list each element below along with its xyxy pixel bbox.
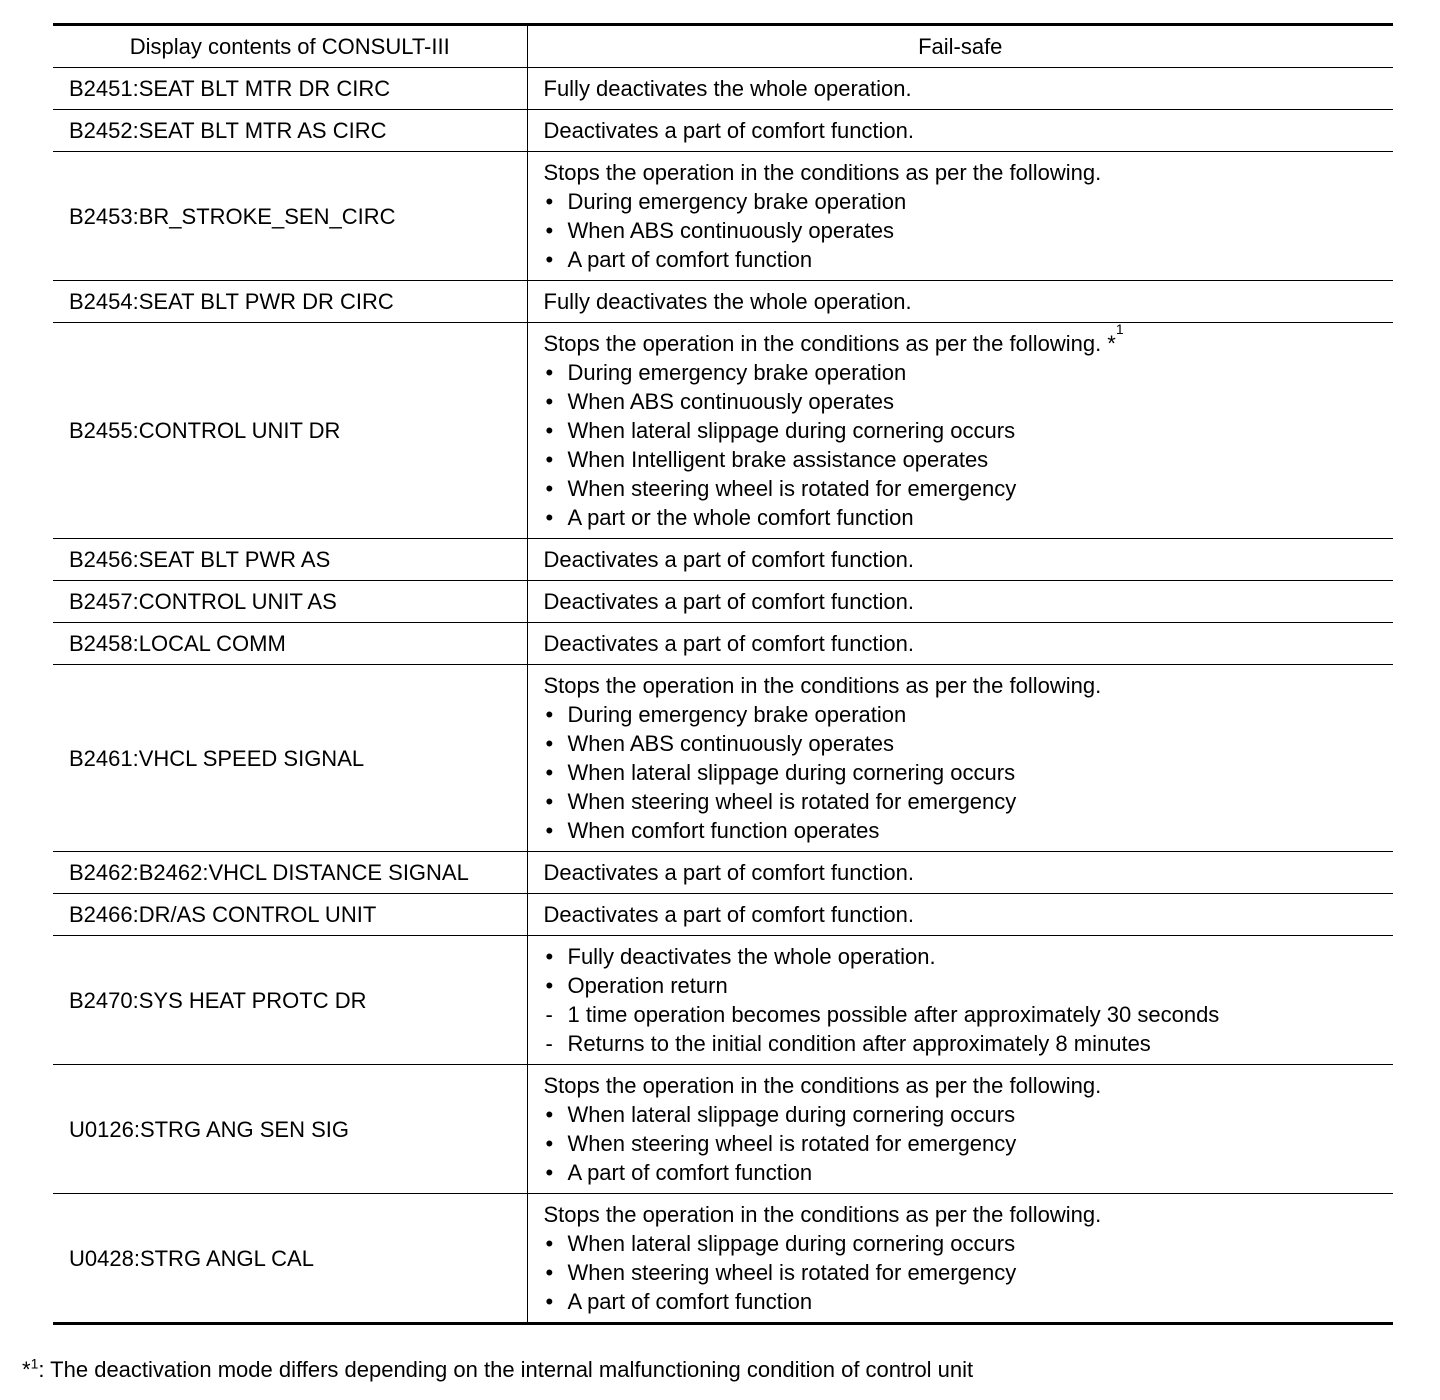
line-text: When steering wheel is rotated for emergency <box>567 476 1017 501</box>
footnote <box>22 1356 973 1384</box>
failsafe-text-line <box>544 545 1382 574</box>
failsafe-text-line <box>544 287 1382 316</box>
bullet-item <box>544 1100 1382 1129</box>
line-text: When lateral slippage during cornering occurs <box>567 418 1016 443</box>
bullet-item <box>544 816 1382 845</box>
failsafe-cell <box>527 665 1393 852</box>
bullet-marker: • <box>545 447 554 472</box>
bullet-item <box>544 1258 1382 1287</box>
failsafe-cell <box>527 323 1393 539</box>
line-text: Deactivates a part of comfort function. <box>543 860 915 885</box>
dtc-code-cell: B2457:CONTROL UNIT AS <box>53 581 527 623</box>
bullet-marker: • <box>545 702 554 727</box>
failsafe-text-line <box>544 74 1382 103</box>
failsafe-text-line <box>544 158 1382 187</box>
dtc-code-cell: B2453:BR_STROKE_SEN_CIRC <box>53 152 527 281</box>
bullet-marker: • <box>545 944 554 969</box>
failsafe-cell <box>527 152 1393 281</box>
table-row <box>53 539 1393 581</box>
line-text: When ABS continuously operates <box>567 731 895 756</box>
line-text: When steering wheel is rotated for emergency <box>567 1260 1017 1285</box>
line-text: A part of comfort function <box>567 1160 813 1185</box>
line-text: 1 time operation becomes possible after approximately 30 seconds <box>567 1002 1220 1027</box>
bullet-item <box>544 729 1382 758</box>
bullet-marker: • <box>545 818 554 843</box>
failsafe-text-line <box>544 1071 1382 1100</box>
dtc-code-cell: B2461:VHCL SPEED SIGNAL <box>53 665 527 852</box>
bullet-marker: • <box>545 1260 554 1285</box>
failsafe-text-line <box>544 629 1382 658</box>
line-text: During emergency brake operation <box>567 189 907 214</box>
bullet-marker: • <box>545 189 554 214</box>
line-text: Stops the operation in the conditions as per the following. <box>543 1202 1102 1227</box>
dash-marker: - <box>545 1031 553 1056</box>
bullet-marker: • <box>545 760 554 785</box>
bullet-item <box>544 1029 1382 1058</box>
table-body <box>53 68 1393 1324</box>
line-text: Returns to the initial condition after approximately 8 minutes <box>567 1031 1151 1056</box>
table-row <box>53 581 1393 623</box>
failsafe-cell <box>527 581 1393 623</box>
line-text: Fully deactivates the whole operation. <box>543 76 912 101</box>
bullet-marker: • <box>545 476 554 501</box>
failsafe-text-line <box>544 858 1382 887</box>
bullet-item <box>544 474 1382 503</box>
table-row <box>53 1065 1393 1194</box>
line-text: When comfort function operates <box>567 818 880 843</box>
line-text: A part of comfort function <box>567 247 813 272</box>
header-display-contents: Display contents of CONSULT-III <box>53 25 527 68</box>
failsafe-cell <box>527 936 1393 1065</box>
failsafe-text-line <box>544 587 1382 616</box>
line-text: When steering wheel is rotated for emergency <box>567 789 1017 814</box>
line-text: When lateral slippage during cornering occurs <box>567 1102 1016 1127</box>
dtc-code-cell: B2455:CONTROL UNIT DR <box>53 323 527 539</box>
dtc-code-cell: B2454:SEAT BLT PWR DR CIRC <box>53 281 527 323</box>
bullet-item <box>544 942 1382 971</box>
line-text: During emergency brake operation <box>567 360 907 385</box>
failsafe-cell <box>527 110 1393 152</box>
line-text: A part of comfort function <box>567 1289 813 1314</box>
bullet-item <box>544 1287 1382 1316</box>
failsafe-cell <box>527 894 1393 936</box>
line-text: Operation return <box>567 973 728 998</box>
dtc-code-cell: U0126:STRG ANG SEN SIG <box>53 1065 527 1194</box>
failsafe-text-line <box>544 900 1382 929</box>
bullet-marker: • <box>545 1131 554 1156</box>
bullet-item <box>544 187 1382 216</box>
line-text: When lateral slippage during cornering occurs <box>567 760 1016 785</box>
bullet-marker: • <box>545 1289 554 1314</box>
bullet-item <box>544 358 1382 387</box>
bullet-marker: • <box>545 360 554 385</box>
table-row <box>53 1194 1393 1324</box>
bullet-item <box>544 503 1382 532</box>
table-row <box>53 665 1393 852</box>
header-fail-safe: Fail-safe <box>527 25 1393 68</box>
line-text: Stops the operation in the conditions as per the following. <box>543 160 1102 185</box>
line-text: Deactivates a part of comfort function. <box>543 118 915 143</box>
table-row <box>53 936 1393 1065</box>
footnote-mark: * <box>22 1357 31 1382</box>
line-text: Deactivates a part of comfort function. <box>543 589 915 614</box>
line-text: When Intelligent brake assistance operates <box>567 447 989 472</box>
failsafe-cell <box>527 1194 1393 1324</box>
failsafe-table <box>53 23 1393 1325</box>
failsafe-text-line <box>544 1200 1382 1229</box>
bullet-item <box>544 1158 1382 1187</box>
line-text: A part or the whole comfort function <box>567 505 914 530</box>
bullet-marker: • <box>545 505 554 530</box>
failsafe-cell <box>527 68 1393 110</box>
bullet-marker: • <box>545 1102 554 1127</box>
bullet-marker: • <box>545 1231 554 1256</box>
failsafe-cell <box>527 281 1393 323</box>
footnote-text: : The deactivation mode differs depending on the internal malfunctioning condition of control unit <box>38 1357 974 1382</box>
line-text: When steering wheel is rotated for emergency <box>567 1131 1017 1156</box>
table-row <box>53 623 1393 665</box>
footnote-sup: 1 <box>30 1355 39 1372</box>
line-text: Deactivates a part of comfort function. <box>543 631 915 656</box>
failsafe-cell <box>527 539 1393 581</box>
bullet-item <box>544 700 1382 729</box>
bullet-marker: • <box>545 973 554 998</box>
line-text: Deactivates a part of comfort function. <box>543 902 915 927</box>
bullet-marker: • <box>545 389 554 414</box>
table-row <box>53 152 1393 281</box>
failsafe-cell <box>527 1065 1393 1194</box>
table-row <box>53 281 1393 323</box>
table-row <box>53 68 1393 110</box>
table-row <box>53 323 1393 539</box>
line-text: Stops the operation in the conditions as per the following. * <box>543 331 1116 356</box>
line-text: Deactivates a part of comfort function. <box>543 547 915 572</box>
dtc-code-cell: B2451:SEAT BLT MTR DR CIRC <box>53 68 527 110</box>
line-text: Fully deactivates the whole operation. <box>543 289 912 314</box>
line-text: Stops the operation in the conditions as per the following. <box>543 673 1102 698</box>
bullet-item <box>544 216 1382 245</box>
dtc-code-cell: B2458:LOCAL COMM <box>53 623 527 665</box>
dtc-code-cell: B2452:SEAT BLT MTR AS CIRC <box>53 110 527 152</box>
failsafe-cell <box>527 852 1393 894</box>
dtc-code-cell: B2462:B2462:VHCL DISTANCE SIGNAL <box>53 852 527 894</box>
bullet-marker: • <box>545 418 554 443</box>
bullet-item <box>544 1129 1382 1158</box>
bullet-marker: • <box>545 1160 554 1185</box>
bullet-marker: • <box>545 247 554 272</box>
bullet-item <box>544 1229 1382 1258</box>
dtc-code-cell: B2466:DR/AS CONTROL UNIT <box>53 894 527 936</box>
failsafe-text-line <box>543 321 1382 358</box>
table-row <box>53 852 1393 894</box>
dash-marker: - <box>545 1002 553 1027</box>
failsafe-cell <box>527 623 1393 665</box>
bullet-item <box>544 971 1382 1000</box>
footnote-reference: 1 <box>1115 321 1124 337</box>
bullet-item <box>544 787 1382 816</box>
table-row <box>53 110 1393 152</box>
bullet-item <box>544 445 1382 474</box>
bullet-marker: • <box>545 218 554 243</box>
bullet-item <box>544 1000 1382 1029</box>
line-text: During emergency brake operation <box>567 702 907 727</box>
dtc-code-cell: B2456:SEAT BLT PWR AS <box>53 539 527 581</box>
bullet-item <box>544 387 1382 416</box>
line-text: Stops the operation in the conditions as per the following. <box>543 1073 1102 1098</box>
line-text: When ABS continuously operates <box>567 389 895 414</box>
failsafe-text-line <box>544 116 1382 145</box>
table-row <box>53 894 1393 936</box>
bullet-item <box>544 245 1382 274</box>
line-text: When ABS continuously operates <box>567 218 895 243</box>
line-text: When lateral slippage during cornering occurs <box>567 1231 1016 1256</box>
bullet-marker: • <box>545 731 554 756</box>
dtc-code-cell: B2470:SYS HEAT PROTC DR <box>53 936 527 1065</box>
table-header-row <box>53 25 1393 68</box>
bullet-item <box>544 416 1382 445</box>
failsafe-text-line <box>544 671 1382 700</box>
line-text: Fully deactivates the whole operation. <box>567 944 936 969</box>
dtc-code-cell: U0428:STRG ANGL CAL <box>53 1194 527 1324</box>
bullet-item <box>544 758 1382 787</box>
bullet-marker: • <box>545 789 554 814</box>
